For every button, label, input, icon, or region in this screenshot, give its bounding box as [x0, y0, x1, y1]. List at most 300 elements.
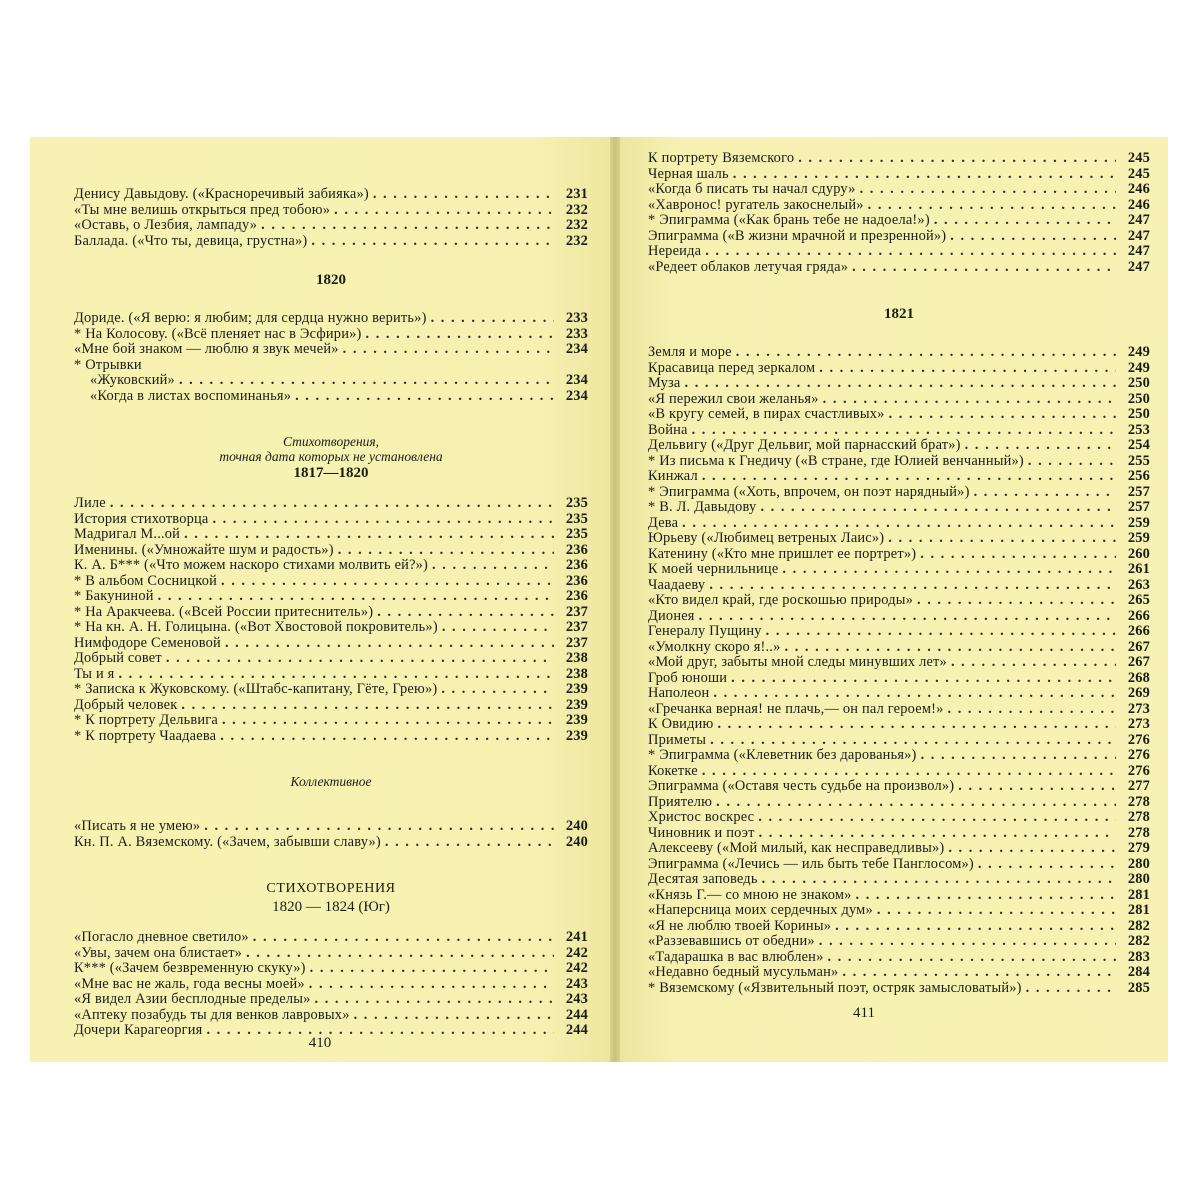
entry-page-number: 285 — [1127, 979, 1150, 996]
toc-entry — [648, 903, 1150, 919]
entry-page-number: 278 — [1127, 793, 1150, 810]
dot-leader — [442, 620, 554, 636]
entry-page-number: 259 — [1127, 514, 1150, 531]
dot-leader — [974, 485, 1116, 501]
entry-page-number: 233 — [565, 325, 588, 342]
entry-title: «Увы, зачем она блистает» — [74, 944, 243, 961]
entry-title: «Гречанка верная! не плачь,— он пал героем!» — [648, 700, 944, 717]
page-number-right: 411 — [853, 1005, 875, 1021]
toc-entry — [648, 516, 1150, 532]
section-heading-years: 1817—1820 — [293, 465, 369, 481]
entry-page-number: 239 — [565, 727, 588, 744]
dot-leader — [261, 218, 554, 234]
toc-entry — [74, 636, 588, 652]
entry-page-number: 240 — [565, 818, 588, 834]
dot-leader — [212, 512, 554, 528]
entry-page-number: 244 — [565, 1022, 588, 1038]
entry-title: К*** («Зачем безвременную скуку») — [74, 960, 306, 976]
entry-title: * На Колосову. («Всё пленяет нас в Эсфири») — [74, 325, 362, 342]
dot-leader — [736, 345, 1116, 361]
toc-entry — [648, 454, 1150, 470]
toc-entry — [648, 500, 1150, 516]
entry-page-number: 267 — [1127, 638, 1150, 655]
toc-entry — [648, 841, 1150, 857]
dot-leader — [309, 977, 554, 993]
dot-leader — [431, 311, 554, 327]
entry-page-number: 261 — [1127, 561, 1150, 577]
entry-title: «Раззевавшись от обедни» — [648, 933, 815, 949]
toc-entry — [74, 946, 588, 962]
entry-page-number: 247 — [1127, 212, 1150, 228]
entry-title: Черная шаль — [648, 165, 729, 182]
toc-entry — [648, 795, 1150, 811]
dot-leader — [948, 841, 1116, 857]
toc-entry — [648, 578, 1150, 594]
dot-leader — [354, 1008, 554, 1024]
entry-title: «Я пережил свои желанья» — [648, 390, 819, 407]
entry-title: * Эпиграмма («Хоть, впрочем, он поэт нарядный») — [648, 483, 970, 500]
dot-leader — [118, 667, 554, 683]
toc-entry — [74, 327, 588, 343]
entry-title: Ты и я — [74, 665, 115, 682]
entry-title: * Из письма к Гнедичу («В стране, где Юлией венчанный») — [648, 452, 1024, 469]
toc-entry — [648, 764, 1150, 780]
entry-page-number: 250 — [1127, 406, 1150, 422]
entry-title: * Записка к Жуковскому. («Штабс-капитану, Гёте, Грею») — [74, 681, 438, 697]
dot-leader — [685, 376, 1116, 392]
toc-entry — [74, 620, 588, 636]
toc-entry — [74, 203, 588, 219]
entry-title: Именины. («Умножайте шум и радость») — [74, 541, 334, 558]
entry-page-number: 257 — [1127, 499, 1150, 515]
dot-leader — [823, 392, 1116, 408]
toc-list-right-2 — [648, 345, 1150, 996]
toc-entry — [648, 260, 1150, 276]
entry-title: «Ты мне велишь открыться пред тобою» — [74, 201, 331, 218]
toc-entry — [74, 961, 588, 977]
dot-leader — [221, 574, 554, 590]
toc-entry — [648, 182, 1150, 198]
dot-leader — [166, 651, 554, 667]
dot-leader — [441, 682, 554, 698]
toc-entry — [648, 950, 1150, 966]
entry-page-number: 233 — [565, 310, 588, 326]
toc-list-left-2b — [74, 373, 588, 404]
toc-entry — [74, 930, 588, 946]
toc-entry — [648, 229, 1150, 245]
dot-leader — [978, 857, 1116, 873]
dot-leader — [311, 234, 554, 250]
entry-title: «Кто видел край, где роскошью природы» — [648, 592, 914, 608]
entry-page-number: 259 — [1127, 530, 1150, 546]
entry-page-number: 265 — [1127, 592, 1150, 608]
toc-entry — [74, 496, 588, 512]
entry-title: «В кругу семей, в пирах счастливых» — [648, 406, 885, 422]
toc-entry — [648, 671, 1150, 687]
toc-entry — [648, 167, 1150, 183]
entry-title: Нереида — [648, 243, 702, 259]
entry-title: Добрый совет — [74, 650, 162, 666]
entry-page-number: 237 — [565, 603, 588, 620]
entry-title: Эпиграмма («Лечись — иль быть тебе Панглосом») — [648, 855, 974, 872]
section-heading-poems-years: 1820 — 1824 (Юг) — [272, 899, 390, 915]
entry-page-number: 276 — [1127, 731, 1150, 748]
entry-title: «Я не люблю твоей Корины» — [648, 917, 832, 934]
entry-title: «Недавно бедный мусульман» — [648, 964, 839, 980]
entry-page-number: 253 — [1127, 421, 1150, 438]
section-heading-collective: Коллективное — [290, 774, 372, 789]
toc-entry — [74, 729, 588, 745]
toc-entry — [648, 562, 1150, 578]
entry-title: «Когда в листах воспоминанья» — [90, 387, 292, 404]
entry-page-number: 255 — [1127, 452, 1150, 469]
entry-title: * В альбом Сосницкой — [74, 572, 217, 589]
dot-leader — [315, 992, 554, 1008]
dot-leader — [709, 578, 1116, 594]
entry-page-number: 277 — [1127, 778, 1150, 794]
dot-leader — [860, 182, 1116, 198]
entry-page-number: 266 — [1127, 607, 1150, 624]
entry-page-number: 283 — [1127, 948, 1150, 965]
entry-title: Добрый человек — [74, 696, 178, 713]
toc-entry — [648, 702, 1150, 718]
dot-leader — [950, 229, 1116, 245]
toc-entry — [74, 558, 588, 574]
toc-entry — [648, 361, 1150, 377]
dot-leader — [798, 151, 1116, 167]
entry-title: «Князь Г.— со мною не знаком» — [648, 886, 852, 903]
toc-entry — [74, 589, 588, 605]
dot-leader — [868, 198, 1116, 214]
entry-title: К моей чернильнице — [648, 561, 779, 577]
entry-page-number: 269 — [1127, 685, 1150, 701]
entry-page-number: 238 — [565, 665, 588, 682]
dot-leader — [158, 589, 554, 605]
entry-title: Гроб юноши — [648, 669, 728, 686]
entry-page-number: 266 — [1127, 623, 1150, 639]
entry-page-number: 238 — [565, 650, 588, 666]
entry-title: Юрьеву («Любимец ветреных Лаис») — [648, 530, 885, 546]
entry-title: * На Аракчеева. («Всей России притеснитель») — [74, 603, 374, 620]
entry-page-number: 250 — [1127, 390, 1150, 407]
section-heading-undated: Стихотворения, — [282, 434, 380, 449]
dot-leader — [877, 903, 1116, 919]
toc-entry — [648, 733, 1150, 749]
entry-title: Христос воскрес — [648, 809, 755, 825]
dot-leader — [827, 950, 1116, 966]
entry-page-number: 232 — [565, 232, 588, 249]
dot-leader — [717, 717, 1116, 733]
dot-leader — [888, 531, 1116, 547]
entry-page-number: 236 — [565, 541, 588, 558]
entry-title: * Эпиграмма («Клеветник без дарованья») — [648, 747, 917, 763]
entry-page-number: 239 — [565, 696, 588, 713]
toc-entry — [648, 213, 1150, 229]
dot-leader — [204, 819, 554, 835]
left-page — [30, 137, 610, 1062]
dot-leader — [338, 543, 554, 559]
toc-entry — [648, 872, 1150, 888]
entry-page-number: 239 — [565, 681, 588, 697]
entry-page-number: 249 — [1127, 344, 1150, 360]
toc-list-fragments — [74, 358, 588, 374]
entry-title: «Тадарашка в вас влюблен» — [648, 948, 824, 965]
entry-title: Война — [648, 421, 688, 438]
toc-entry — [74, 574, 588, 590]
toc-entry — [648, 826, 1150, 842]
entry-page-number: 234 — [565, 387, 588, 404]
dot-leader — [705, 244, 1116, 260]
dot-leader — [958, 779, 1116, 795]
entry-page-number: 249 — [1127, 359, 1150, 376]
book-spread — [30, 137, 1168, 1062]
dot-leader — [1026, 981, 1116, 997]
dot-leader — [1028, 454, 1116, 470]
entry-page-number: 280 — [1127, 855, 1150, 872]
entry-title: «Жуковский» — [90, 372, 175, 388]
entry-page-number: 250 — [1127, 375, 1150, 391]
entry-page-number: 246 — [1127, 181, 1150, 197]
dot-leader — [110, 496, 554, 512]
entry-page-number: 234 — [565, 372, 588, 388]
entry-page-number: 284 — [1127, 964, 1150, 980]
dot-leader — [819, 361, 1116, 377]
toc-entry — [648, 151, 1150, 167]
dot-leader — [835, 919, 1116, 935]
dot-leader — [785, 640, 1116, 656]
entry-title: * К портрету Дельвига — [74, 712, 218, 728]
toc-entry — [648, 547, 1150, 563]
toc-entry-fragments — [74, 358, 588, 374]
entry-page-number: 235 — [565, 526, 588, 542]
dot-leader — [225, 636, 554, 652]
dot-leader — [385, 835, 554, 851]
entry-page-number: 280 — [1127, 871, 1150, 887]
dot-leader — [181, 698, 554, 714]
entry-page-number: 281 — [1127, 886, 1150, 903]
dot-leader — [295, 389, 554, 405]
entry-page-number: 243 — [565, 991, 588, 1007]
dot-leader — [710, 733, 1116, 749]
section-subheading-undated: точная дата которых не установлена — [219, 449, 443, 464]
entry-page-number: 231 — [565, 186, 588, 202]
toc-entry — [648, 919, 1150, 935]
right-page — [620, 137, 1168, 1062]
entry-title: Чиновник и поэт — [648, 824, 755, 841]
dot-leader — [366, 327, 555, 343]
entry-page-number: 256 — [1127, 468, 1150, 484]
toc-entry — [648, 438, 1150, 454]
toc-entry — [74, 819, 588, 835]
dot-leader — [373, 187, 554, 203]
entry-page-number: 232 — [565, 201, 588, 218]
entry-title: * Вяземскому («Язвительный поэт, остряк замысловатый») — [648, 979, 1022, 996]
entry-title: «Мой друг, забыты мной следы минувших лет» — [648, 654, 947, 670]
entry-title: Мадригал М...ой — [74, 526, 181, 542]
entry-title: Дельвигу («Друг Дельвиг, мой парнасский брат») — [648, 437, 961, 453]
entry-page-number: 281 — [1127, 902, 1150, 918]
section-heading-1821: 1821 — [884, 306, 914, 322]
entry-title: Десятая заповедь — [648, 871, 758, 887]
entry-page-number: 234 — [565, 341, 588, 357]
toc-entry — [74, 311, 588, 327]
toc-entry — [648, 624, 1150, 640]
toc-entry — [74, 682, 588, 698]
toc-entry — [648, 888, 1150, 904]
dot-leader — [951, 655, 1116, 671]
toc-entry — [648, 345, 1150, 361]
entry-page-number: 267 — [1127, 654, 1150, 670]
entry-title: «Погасло дневное светило» — [74, 929, 249, 945]
toc-entry — [648, 934, 1150, 950]
entry-page-number: 276 — [1127, 747, 1150, 763]
entry-page-number: 242 — [565, 960, 588, 976]
dot-leader — [733, 167, 1116, 183]
entry-title: «Наперсница моих сердечных дум» — [648, 902, 873, 918]
toc-entry — [74, 605, 588, 621]
entry-title: «Оставь, о Лезбия, лампаду» — [74, 217, 258, 233]
entry-page-number: 237 — [565, 619, 588, 635]
toc-entry — [648, 857, 1150, 873]
toc-entry — [648, 717, 1150, 733]
entry-title: Нимфодоре Семеновой — [74, 634, 221, 651]
toc-entry — [648, 244, 1150, 260]
entry-title: Кн. П. А. Вяземскому. («Зачем, забывши славу») — [74, 833, 381, 850]
dot-leader — [758, 810, 1116, 826]
dot-leader — [220, 729, 554, 745]
entry-title: «Хавронос! ругатель закоснелый» — [648, 196, 864, 213]
toc-entry — [648, 198, 1150, 214]
toc-list-left-1 — [74, 187, 588, 249]
section-heading-1820: 1820 — [316, 272, 346, 288]
entry-title: К Овидию — [648, 716, 714, 732]
entry-page-number: 240 — [565, 833, 588, 850]
entry-page-number: 279 — [1127, 840, 1150, 856]
toc-entry — [74, 651, 588, 667]
toc-entry — [74, 187, 588, 203]
entry-page-number: 232 — [565, 217, 588, 233]
entry-title: «Редеет облаков летучая гряда» — [648, 258, 849, 275]
entry-page-number: 278 — [1127, 809, 1150, 825]
toc-entry — [648, 655, 1150, 671]
entry-title: «Когда б писать ты начал сдуру» — [648, 181, 856, 197]
toc-entry — [648, 531, 1150, 547]
entry-page-number: 246 — [1127, 196, 1150, 213]
entry-title: «Мне бой знаком — люблю я звук мечей» — [74, 341, 339, 357]
toc-entry — [74, 543, 588, 559]
dot-leader — [852, 260, 1116, 276]
dot-leader — [310, 961, 554, 977]
dot-leader — [762, 872, 1116, 888]
toc-entry — [74, 527, 588, 543]
toc-entry — [648, 469, 1150, 485]
entry-page-number: 243 — [565, 975, 588, 992]
entry-title: * Эпиграмма («Как брань тебе не надоела!») — [648, 212, 930, 228]
toc-list-left-3 — [74, 496, 588, 744]
dot-leader — [782, 562, 1116, 578]
dot-leader — [856, 888, 1116, 904]
dot-leader — [179, 373, 554, 389]
entry-page-number: 282 — [1127, 933, 1150, 949]
toc-entry — [648, 392, 1150, 408]
dot-leader — [819, 934, 1116, 950]
toc-entry — [648, 965, 1150, 981]
dot-leader — [759, 826, 1116, 842]
toc-entry — [74, 835, 588, 851]
entry-title: Наполеон — [648, 685, 710, 701]
dot-leader — [965, 438, 1116, 454]
entry-title: «Умолкну скоро я!..» — [648, 638, 781, 655]
entry-page-number: 237 — [565, 634, 588, 651]
toc-list-right-1 — [648, 151, 1150, 275]
entry-title: Дева — [648, 514, 679, 531]
entry-page-number: 235 — [565, 495, 588, 511]
entry-title: Эпиграмма («Оставя честь судьбе на произвол») — [648, 778, 955, 794]
entry-page-number: 276 — [1127, 762, 1150, 779]
dot-leader — [253, 930, 554, 946]
dot-leader — [702, 469, 1116, 485]
dot-leader — [889, 407, 1116, 423]
entry-title: К портрету Вяземского — [648, 150, 795, 166]
entry-title: * В. Л. Давыдову — [648, 499, 757, 515]
dot-leader — [343, 342, 554, 358]
toc-entry — [74, 512, 588, 528]
dot-leader — [760, 500, 1116, 516]
entry-page-number: 247 — [1127, 243, 1150, 259]
toc-entry — [74, 713, 588, 729]
entry-title: * На кн. А. Н. Голицына. («Вот Хвостовой покровитель») — [74, 619, 438, 635]
dot-leader — [699, 609, 1116, 625]
entry-page-number: 273 — [1127, 716, 1150, 732]
entry-title: Чаадаеву — [648, 576, 706, 593]
entry-page-number: 273 — [1127, 700, 1150, 717]
dot-leader — [222, 713, 554, 729]
entry-page-number: 245 — [1127, 150, 1150, 166]
dot-leader — [766, 624, 1116, 640]
toc-entry — [74, 698, 588, 714]
entry-page-number: 254 — [1127, 437, 1150, 453]
entry-page-number: 245 — [1127, 165, 1150, 182]
entry-page-number: 242 — [565, 944, 588, 961]
toc-entry — [74, 1008, 588, 1024]
dot-leader — [377, 605, 554, 621]
entry-title: Кинжал — [648, 468, 698, 484]
dot-leader — [334, 203, 554, 219]
entry-page-number: 247 — [1127, 258, 1150, 275]
page-number-left: 410 — [308, 1035, 332, 1051]
entry-page-number: 244 — [565, 1006, 588, 1023]
entry-page-number: 236 — [565, 588, 588, 604]
entry-page-number: 278 — [1127, 824, 1150, 841]
entry-title: Земля и море — [648, 344, 732, 360]
dot-leader — [713, 686, 1116, 702]
toc-list-left-5 — [74, 930, 588, 1039]
entry-title: Дочери Карагеоргия — [74, 1022, 203, 1038]
entry-page-number: 260 — [1127, 545, 1150, 562]
dot-leader — [934, 213, 1116, 229]
dot-leader — [682, 516, 1116, 532]
dot-leader — [920, 547, 1116, 563]
entry-title: «Аптеку позабудь ты для венков лавровых» — [74, 1006, 350, 1023]
entry-title: Приятелю — [648, 793, 713, 810]
dot-leader — [246, 946, 554, 962]
entry-title: Генералу Пущину — [648, 623, 762, 639]
toc-entry — [74, 389, 588, 405]
entry-title: Алексееву («Мой милый, как несправедливы») — [648, 840, 945, 856]
toc-entry — [648, 485, 1150, 501]
entry-title: «Я видел Азии бесплодные пределы» — [74, 991, 311, 1007]
entry-page-number: 239 — [565, 712, 588, 728]
